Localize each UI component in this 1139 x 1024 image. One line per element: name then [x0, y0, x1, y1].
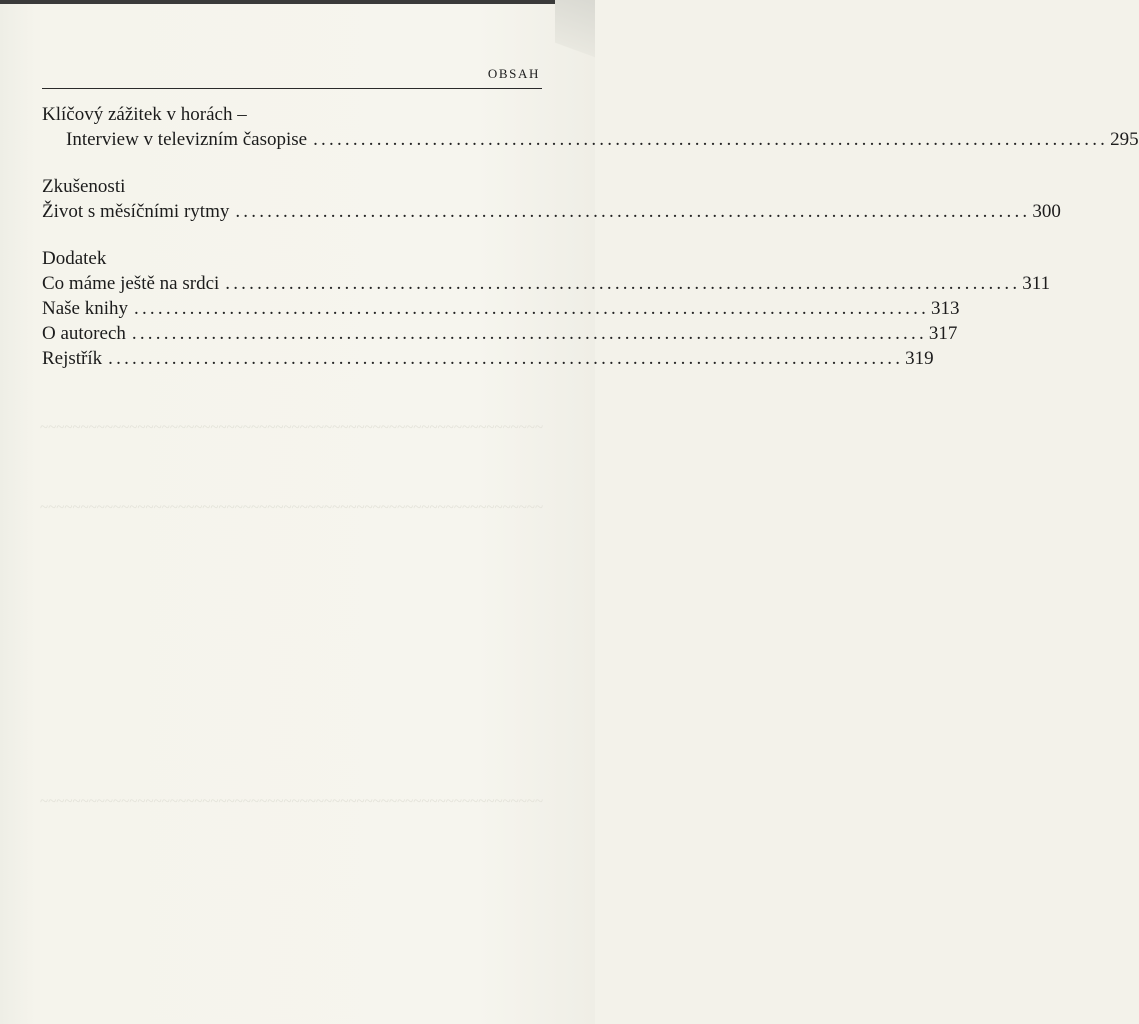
bleed-through-text: ~~~~~~~~~~~~~~~~~~~~~~~~~~~~~~~~~~~~~~~~~~~~~~~~~~~~~~~~~~~~~~	[40, 794, 544, 810]
toc-page-number: 300	[1032, 201, 1061, 222]
toc-section-heading	[42, 174, 538, 199]
dot-leader: ....................................................................................................	[134, 298, 930, 319]
toc-entry-title: Interview v televizním časopise	[66, 129, 308, 150]
toc-page-number: 311	[1022, 273, 1051, 294]
running-header	[42, 64, 542, 89]
toc-entry	[42, 199, 1061, 224]
toc-entry-title: Život s měsíčními rytmy	[42, 201, 230, 222]
toc-page-number: 295	[1110, 129, 1139, 150]
toc-entry	[42, 296, 960, 321]
toc-entry-title: Klíčový zážitek v horách –	[42, 104, 247, 125]
toc-entry-title: Co máme ještě na srdci	[42, 273, 220, 294]
page-corner-fold	[555, 0, 595, 80]
dot-leader: ....................................................................................................	[131, 323, 927, 344]
toc-entry-title: Rejstřík	[42, 348, 103, 369]
dot-leader: ....................................................................................................	[235, 201, 1031, 222]
toc-entry	[42, 127, 1139, 152]
toc-page-number: 319	[905, 348, 934, 369]
dot-leader: ....................................................................................................	[225, 273, 1021, 294]
toc-entry-heading	[42, 102, 538, 127]
toc-section-heading	[42, 246, 538, 271]
bleed-through-text: ~~~~~~~~~~~~~~~~~~~~~~~~~~~~~~~~~~~~~~~~~~~~~~~~~~~~~~~~~~~~~~	[40, 420, 544, 436]
toc-entry-title: Naše knihy	[42, 298, 129, 319]
toc-entry-title: O autorech	[42, 323, 126, 344]
toc-entry	[42, 271, 1051, 296]
toc-entry	[42, 321, 958, 346]
toc-section-title: Zkušenosti	[42, 176, 126, 197]
bleed-through-text: ~~~~~~~~~~~~~~~~~~~~~~~~~~~~~~~~~~~~~~~~~~~~~~~~~~~~~~~~~~~~~~	[40, 500, 544, 516]
toc-section-title: Dodatek	[42, 248, 107, 269]
page-top-edge	[0, 0, 595, 4]
toc-page-number: 317	[928, 323, 958, 344]
table-of-contents	[42, 102, 1139, 371]
dot-leader: ....................................................................................................	[108, 348, 904, 369]
toc-page-number: 313	[931, 298, 960, 319]
dot-leader: ....................................................................................................	[313, 129, 1109, 150]
toc-entry	[42, 346, 934, 371]
header-title: OBSAH	[487, 66, 540, 81]
